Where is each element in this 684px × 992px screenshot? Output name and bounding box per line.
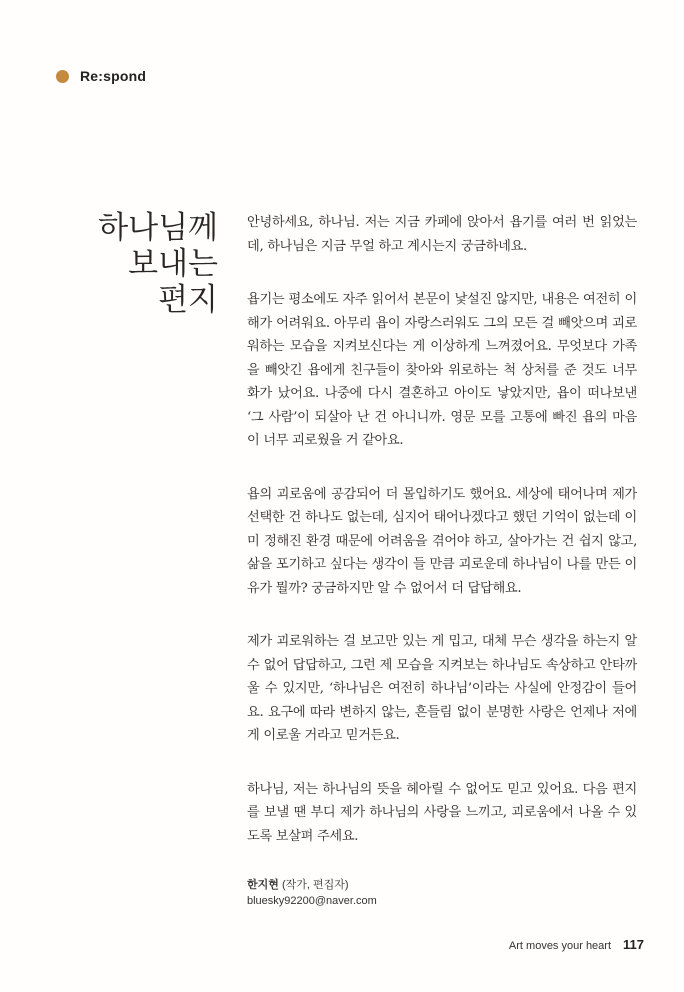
title-line-3: 편지 (158, 282, 218, 318)
title-line-1: 하나님께 (98, 210, 218, 246)
body-paragraph: 욥기는 평소에도 자주 읽어서 본문이 낯설진 않지만, 내용은 여전히 이해가 어려워요. 아무리 욥이 자랑스러워도 그의 모든 걸 빼앗으며 괴로워하는 모습을 지켜보신다는 게 이상하게 느껴졌어요. 무엇보다 가족을 빼앗긴 욥에게 친구들이 찾아와 위로하는 척 상처를 준 것도 너무 화가 났어요. 나중에 다시 결혼하고 아이도 낳았지만, 욥이 떠나보낸 ‘그 사람’이 되살아 난 건 아니니까. 영문 모를 고통에 빠진 욥의 마음이 너무 괴로웠을 거 같아요. (247, 292, 637, 448)
footer-tagline: Art moves your heart (508, 940, 612, 952)
page-number: 117 (623, 937, 644, 952)
body-paragraph: 제가 괴로워하는 걸 보고만 있는 게 밉고, 대체 무슨 생각을 하는지 알 수 없어 답답하고, 그런 제 모습을 지켜보는 하나님도 속상하고 안타까울 수 있지만, ‘하나님은 여전히 하나님’이라는 사실에 안정감이 들어요. 요구에 따라 변하지 않는, 흔들림 없이 분명한 사랑은 언제나 저에게 이로울 거라고 믿거든요. (247, 634, 637, 743)
body-paragraph: 하나님, 저는 하나님의 뜻을 헤아릴 수 없어도 믿고 있어요. 다음 편지를 보낼 땐 부디 제가 하나님의 사랑을 느끼고, 괴로움에서 나올 수 있도록 보살펴 주세요. (247, 781, 637, 844)
section-header (56, 68, 146, 84)
page-footer (509, 937, 644, 952)
section-dot-icon (56, 70, 69, 83)
body-paragraph: 욥의 괴로움에 공감되어 더 몰입하기도 했어요. 세상에 태어나며 제가 선택한 건 하나도 없는데, 심지어 태어나겠다고 했던 기억이 없는데 이미 정해진 환경 때문에 어려움을 겪어야 하고, 살아가는 건 쉽지 않고, 삶을 포기하고 싶다는 생각이 들 만큼 괴로운데 하나님이 나를 만든 이유가 뭘까? 궁금하지만 알 수 없어서 더 답답해요. (247, 486, 637, 596)
article-body (247, 211, 637, 878)
author-email: bluesky92200@naver.com (247, 895, 377, 907)
author-line (247, 877, 377, 893)
title-line-2: 보내는 (128, 246, 218, 282)
author-role: (작가, 편집자) (281, 879, 349, 891)
author-credit (247, 877, 377, 909)
article-title (58, 210, 218, 318)
author-name: 한지현 (247, 879, 279, 891)
body-paragraph: 안녕하세요, 하나님. 저는 지금 카페에 앉아서 욥기를 여러 번 읽었는데, 하나님은 지금 무얼 하고 계시는지 궁금하네요. (247, 215, 637, 254)
section-label: Re:spond (80, 68, 147, 84)
